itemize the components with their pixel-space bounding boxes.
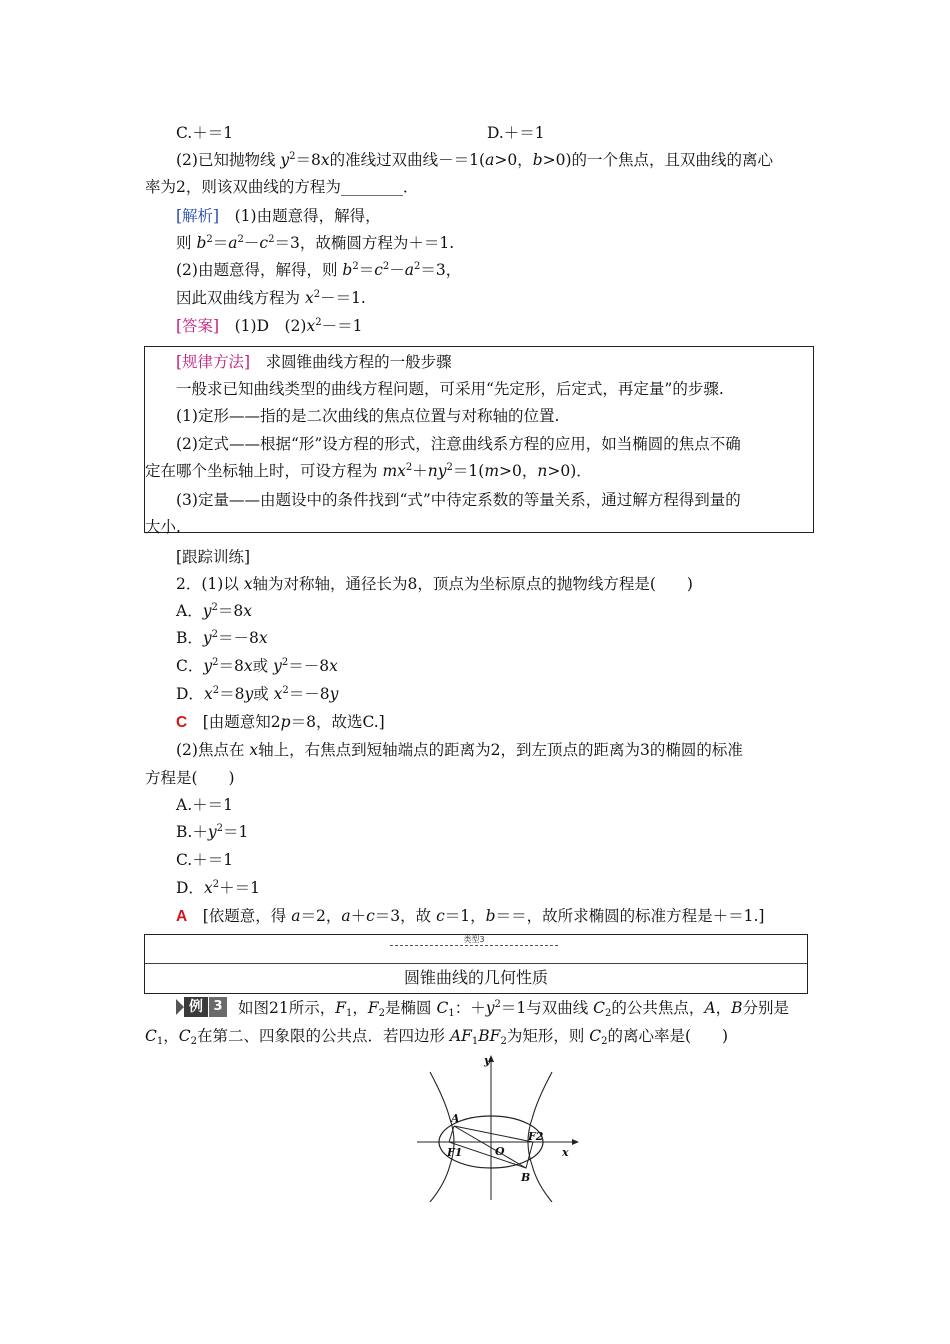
x-axis-arrow-icon bbox=[572, 1139, 579, 1145]
arrow-icon bbox=[176, 999, 184, 1015]
answer-tag: [答案] bbox=[176, 317, 220, 335]
method-title-line: [规律方法] 求圆锥曲线方程的一般步骤 bbox=[176, 353, 452, 371]
analysis-tag: [解析] bbox=[176, 207, 220, 225]
example-number: 3 bbox=[209, 997, 227, 1017]
method-line-3: (2)定式——根据“形”设方程的形式，注意曲线系方程的应用，如当椭圆的焦点不确 bbox=[176, 435, 741, 453]
example-label: 例 bbox=[184, 997, 208, 1017]
label-b: B bbox=[521, 1171, 531, 1184]
answer-1-letter: C bbox=[176, 714, 188, 731]
option-a-1: A．$y^2=8x$ bbox=[176, 602, 252, 620]
label-y: y bbox=[484, 1054, 491, 1067]
answer-1-line: C [由题意知2p＝8，故选C.] bbox=[176, 713, 385, 731]
answer-2-letter: A bbox=[176, 908, 188, 925]
example-line-1: 如图21所示，$F_1$，$F_2$是椭圆 $C_1$：$+y^2=1$与双曲线 $C_2$的公共焦点，A，B分别是 bbox=[238, 999, 790, 1019]
type-box bbox=[144, 934, 808, 994]
label-f1: F1 bbox=[447, 1146, 463, 1159]
analysis-line-2: 则 $b^2=a^2-c^2=3$，故椭圆方程为＋＝1. bbox=[176, 234, 455, 252]
label-o: O bbox=[495, 1145, 505, 1158]
problem-line-2: 率为2，则该双曲线的方程为________． bbox=[145, 178, 419, 196]
option-b-2: $B.+y^2=1$ bbox=[176, 823, 249, 841]
method-line-6: 大小. bbox=[145, 518, 181, 536]
type-title: 圆锥曲线的几何性质 bbox=[403, 968, 548, 987]
method-tag: [规律方法] bbox=[176, 353, 251, 371]
method-line-4: 定在哪个坐标轴上时，可设方程为 $mx^2+ny^2=1(m>0$，n>0)． bbox=[145, 462, 592, 480]
example-badge bbox=[176, 997, 230, 1017]
label-f2: F2 bbox=[528, 1130, 544, 1143]
question-2-2-cont: 方程是( ) bbox=[145, 769, 235, 787]
type-box-divider bbox=[145, 963, 807, 964]
option-d: D.＋＝1 bbox=[487, 124, 545, 142]
question-2-1: 2．(1)以 x轴为对称轴，通径长为8，顶点为坐标原点的抛物线方程是( ) bbox=[176, 575, 693, 593]
example-line-2: $C_1$，$C_2$在第二、四象限的公共点．若四边形 $AF_1BF_2$为矩形，则 $C_2$的离心率是( ) bbox=[145, 1027, 729, 1047]
method-line-5: (3)定量——由题设中的条件找到“式”中待定系数的等量关系，通过解方程得到量的 bbox=[176, 491, 741, 509]
label-a: A bbox=[451, 1112, 460, 1125]
label-x: x bbox=[562, 1146, 569, 1159]
option-d-1: D．$x^2=8y$或 $x^2=-8y$ bbox=[176, 685, 339, 703]
problem-line-1: (2)已知抛物线 $y^2=8x$的准线过双曲线－＝1(a>0，b>0)的一个焦点，且双曲线的离心 bbox=[176, 151, 774, 169]
option-d-2: D．$x^2+=1$ bbox=[176, 879, 260, 897]
analysis-line-4: 因此双曲线方程为 $x^2-=1$. bbox=[176, 289, 366, 307]
tracking-tag: [跟踪训练] bbox=[176, 548, 251, 566]
method-line-2: (1)定形——指的是二次曲线的焦点位置与对称轴的位置. bbox=[176, 407, 560, 425]
option-b-1: B．$y^2=-8x$ bbox=[176, 629, 268, 647]
option-c-1: C．$y^2=8x$或 $y^2=-8x$ bbox=[176, 657, 338, 675]
answer-line: [答案] (1)D $(2)x^2-=1$ bbox=[176, 317, 363, 335]
method-line-1: 一般求已知曲线类型的曲线方程问题，可采用“先定形，后定式，再定量”的步骤. bbox=[176, 380, 724, 398]
option-c-2: C.＋＝1 bbox=[176, 851, 234, 869]
analysis-line-1: [解析] (1)由题意得，解得， bbox=[176, 207, 381, 225]
option-c: C.＋＝1 bbox=[176, 124, 234, 142]
type-tag: 类型3 bbox=[390, 935, 558, 946]
conic-figure bbox=[412, 1052, 587, 1202]
answer-2-line: A [依题意，得 a＝2，a＋c＝3，故 c＝1，b＝＝，故所求椭圆的标准方程是＋＝1.] bbox=[176, 907, 765, 925]
question-2-2: (2)焦点在 x轴上，右焦点到短轴端点的距离为2，到左顶点的距离为3的椭圆的标准 bbox=[176, 741, 743, 759]
analysis-line-3: (2)由题意得，解得，则 $b^2=c^2-a^2=3$， bbox=[176, 261, 462, 279]
option-a-2: A.＋＝1 bbox=[176, 796, 233, 814]
